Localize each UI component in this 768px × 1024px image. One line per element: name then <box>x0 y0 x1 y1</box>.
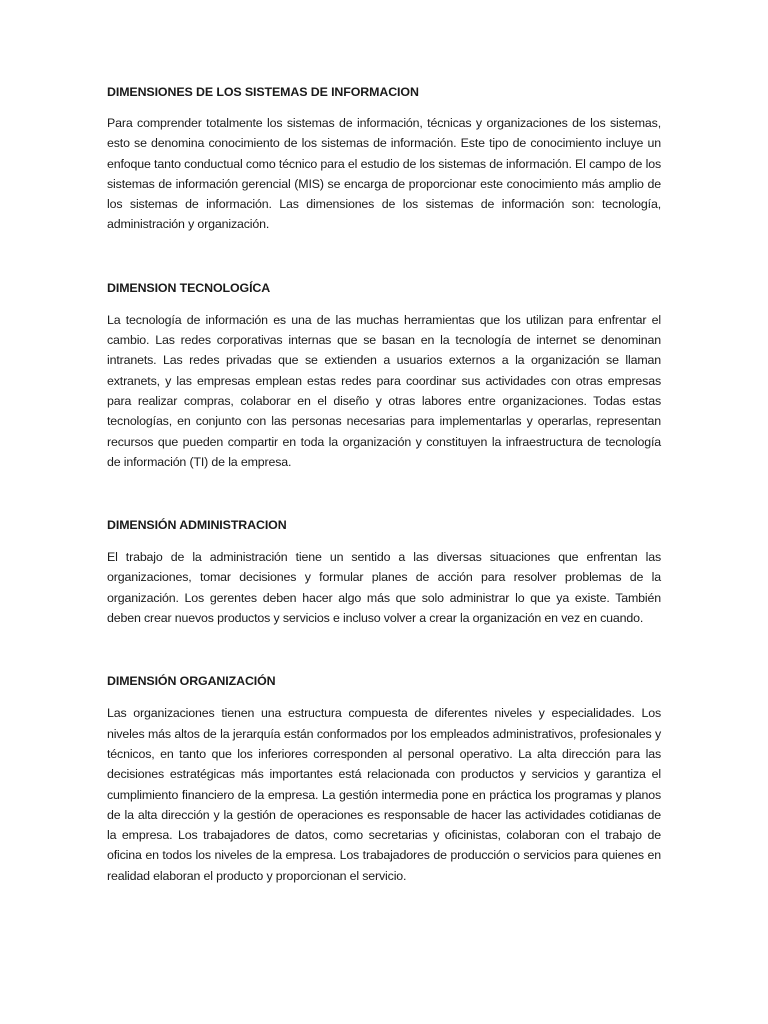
section-paragraph-tecnologica: La tecnología de información es una de las muchas herramientas que los utilizan para enfrentar el cambio. Las redes corporativas internas que se basan en la tecnología de internet se denominan intranets. Las redes privadas que se extienden a usuarios externos a la organización se llaman extranets, y las empresas emplean estas redes para coordinar sus actividades con otras empresas para realizar compras, colaborar en el diseño y otras labores entre organizaciones. Todas estas tecnologías, en conjunto con las personas necesarias para implementarlas y operarlas, representan recursos que pueden compartir en toda la organización y constituyen la infraestructura de tecnología de información (TI) de la empresa. <box>107 312 661 469</box>
section-heading-organizacion: DIMENSIÓN ORGANIZACIÓN <box>107 674 276 689</box>
document-body <box>107 78 661 886</box>
section-heading-dimensiones: DIMENSIONES DE LOS SISTEMAS DE INFORMACION <box>107 85 419 99</box>
section-paragraph-dimensiones: Para comprender totalmente los sistemas de información, técnicas y organizaciones de los sistemas, esto se denomina conocimiento de los sistemas de información. Este tipo de conocimiento incluye un enfoque tanto conductual como técnico para el estudio de los sistemas de información. El campo de los sistemas de información gerencial (MIS) se encarga de proporcionar este conocimiento más amplio de los sistemas de información. Las dimensiones de los sistemas de información son: tecnología, administración y organización. <box>107 116 661 232</box>
section-paragraph-administracion: El trabajo de la administración tiene un sentido a las diversas situaciones que enfrentan las organizaciones, tomar decisiones y formular planes de acción para resolver problemas de la organización. Los gerentes deben hacer algo más que solo administrar lo que ya existe. También deben crear nuevos productos y servicios e incluso volver a crear la organización en vez en cuando. <box>107 550 661 626</box>
section-heading-tecnologica: DIMENSION TECNOLOGÍCA <box>107 280 271 295</box>
section-heading-administracion: DIMENSIÓN ADMINISTRACION <box>107 518 287 533</box>
section-paragraph-organizacion: Las organizaciones tienen una estructura compuesta de diferentes niveles y especialidades. Los niveles más altos de la jerarquía están conformados por los empleados administrativos, profesionales y técnicos, en tanto que los inferiores corresponden al personal operativo. La alta dirección para las decisiones estratégicas más importantes está relacionada con productos y servicios y garantiza el cumplimiento financiero de la empresa. La gestión intermedia pone en práctica los programas y planos de la alta dirección y la gestión de operaciones es responsable de hacer las actividades cotidianas de la empresa. Los trabajadores de datos, como secretarias y oficinistas, colaboran con el trabajo de oficina en todos los niveles de la empresa. Los trabajadores de producción o servicios para quienes en realidad elaboran el producto y proporcionan el servicio. <box>107 706 661 883</box>
